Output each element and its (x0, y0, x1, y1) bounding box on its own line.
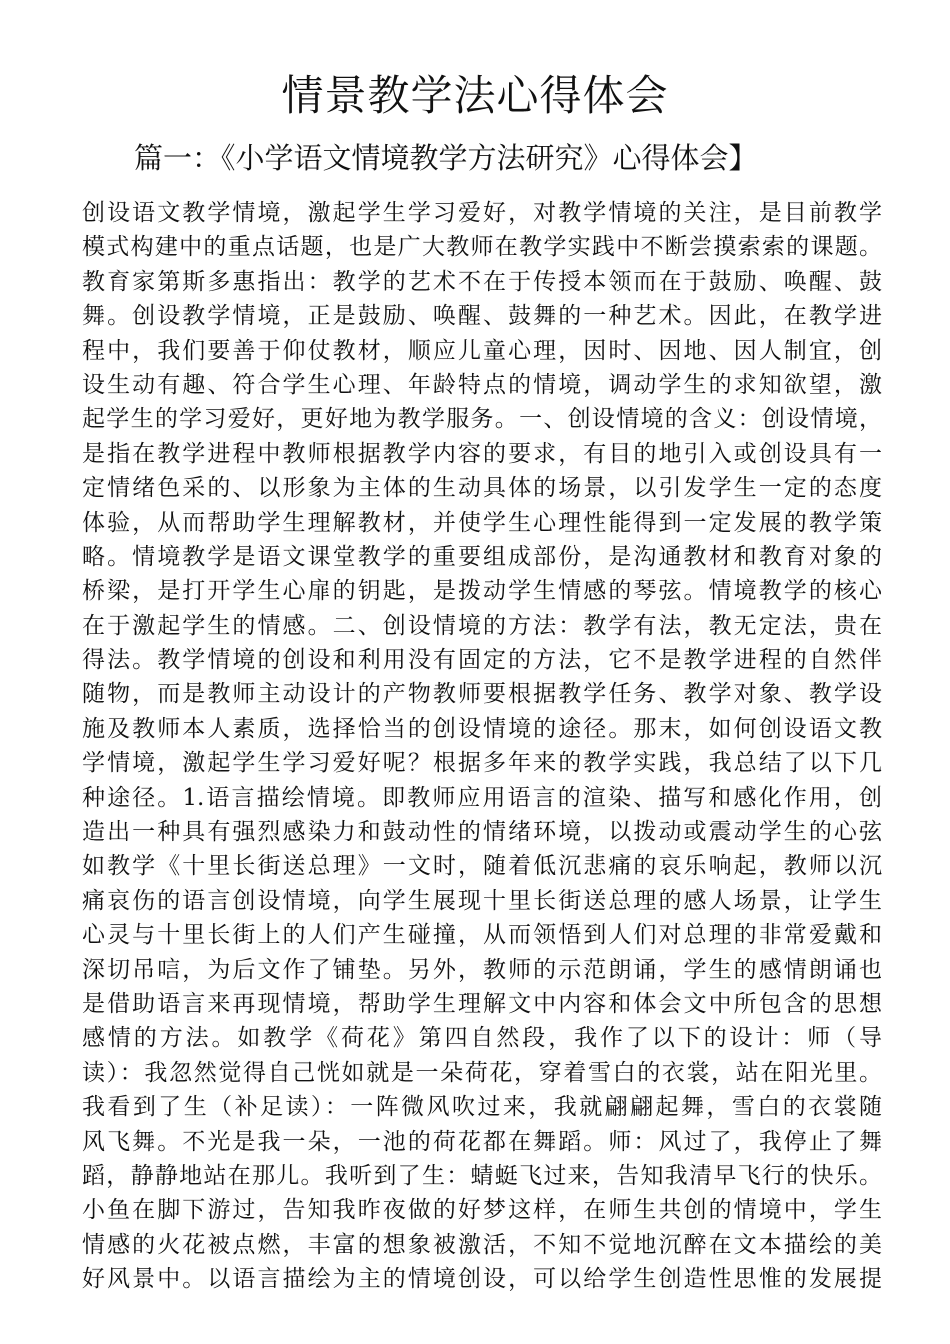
body-line: 施及教师本人素质，选择恰当的创设情境的途径。那末，如何创设语文教 (82, 715, 882, 742)
body-line: 教育家第斯多惠指出：教学的艺术不在于传授本领而在于鼓励、唤醒、鼓 (82, 268, 882, 295)
body-line: 蹈，静静地站在那儿。我听到了生：蜻蜓飞过来，告知我清早飞行的快乐。 (82, 1162, 882, 1189)
body-line: 在于激起学生的情感。二、创设情境的方法：教学有法，教无定法，贵在 (82, 612, 882, 639)
body-line: 创设语文教学情境，激起学生学习爱好，对教学情境的关注，是目前教学 (82, 200, 882, 226)
body-line: 略。情境教学是语文课堂教学的重要组成部份，是沟通教材和教育对象的 (82, 543, 882, 570)
body-line: 模式构建中的重点话题，也是广大教师在教学实践中不断尝摸索索的课题。 (82, 234, 882, 261)
body-line: 痛哀伤的语言创设情境，向学生展现十里长街送总理的感人场景，让学生 (82, 887, 882, 914)
body-line: 好风景中。以语言描绘为主的情境创设，可以给学生创造性思惟的发展提 (82, 1266, 882, 1293)
document-title: 情景教学法心得体会 (281, 71, 669, 120)
body-line: 种途径。1.语言描绘情境。即教师应用语言的渲染、描写和感化作用，创 (82, 784, 882, 811)
body-line: 桥梁，是打开学生心扉的钥匙，是拨动学生情感的琴弦。情境教学的核心 (82, 578, 882, 605)
body-line: 随物，而是教师主动设计的产物教师要根据教学任务、教学对象、教学设 (82, 681, 882, 708)
body-line: 体验，从而帮助学生理解教材，并使学生心理性能得到一定发展的教学策 (82, 509, 882, 536)
body-line: 是借助语言来再现情境，帮助学生理解文中内容和体会文中所包含的思想 (82, 990, 882, 1017)
body-line: 读）：我忽然觉得自己恍如就是一朵荷花，穿着雪白的衣裳，站在阳光里。 (82, 1059, 882, 1086)
body-line: 程中，我们要善于仰仗教材，顺应儿童心理，因时、因地、因人制宜，创 (82, 337, 882, 364)
body-line: 深切吊唁，为后文作了铺垫。另外，教师的示范朗诵，学生的感情朗诵也 (82, 956, 882, 983)
body-line: 感情的方法。如教学《荷花》第四自然段，我作了以下的设计：师（导 (82, 1025, 882, 1052)
body-line: 起学生的学习爱好，更好地为教学服务。一、创设情境的含义：创设情境， (82, 406, 882, 433)
body-line: 造出一种具有强烈感染力和鼓动性的情绪环境，以拨动或震动学生的心弦 (82, 819, 882, 846)
body-line: 心灵与十里长街上的人们产生碰撞，从而领悟到人们对总理的非常爱戴和 (82, 922, 882, 949)
body-line: 定情绪色采的、以形象为主体的生动具体的场景，以引发学生一定的态度 (82, 475, 882, 502)
body-line: 小鱼在脚下游过，告知我昨夜做的好梦这样，在师生共创的情境中，学生 (82, 1197, 882, 1224)
body-line: 我看到了生（补足读）：一阵微风吹过来，我就翩翩起舞，雪白的衣裳随 (82, 1094, 882, 1121)
body-line: 情感的火花被点燃，丰富的想象被激活，不知不觉地沉醉在文本描绘的美 (82, 1231, 882, 1258)
body-line: 如教学《十里长街送总理》一文时，随着低沉悲痛的哀乐响起，教师以沉 (82, 853, 882, 880)
body-line: 舞。创设教学情境，正是鼓励、唤醒、鼓舞的一种艺术。因此，在教学进 (82, 303, 882, 330)
document-body (82, 196, 882, 1297)
body-line: 设生动有趣、符合学生心理、年龄特点的情境，调动学生的求知欲望，激 (82, 371, 882, 398)
body-line: 学情境，激起学生学习爱好呢？根据多年来的教学实践，我总结了以下几 (82, 750, 882, 777)
body-line: 风飞舞。不光是我一朵，一池的荷花都在舞蹈。师：风过了，我停止了舞 (82, 1128, 882, 1155)
body-line: 得法。教学情境的创设和利用没有固定的方法，它不是教学进程的自然伴 (82, 647, 882, 674)
document-subtitle: 篇一：《小学语文情境教学方法研究》心得体会】 (134, 141, 758, 175)
body-line: 是指在教学进程中教师根据教学内容的要求，有目的地引入或创设具有一 (82, 440, 882, 467)
